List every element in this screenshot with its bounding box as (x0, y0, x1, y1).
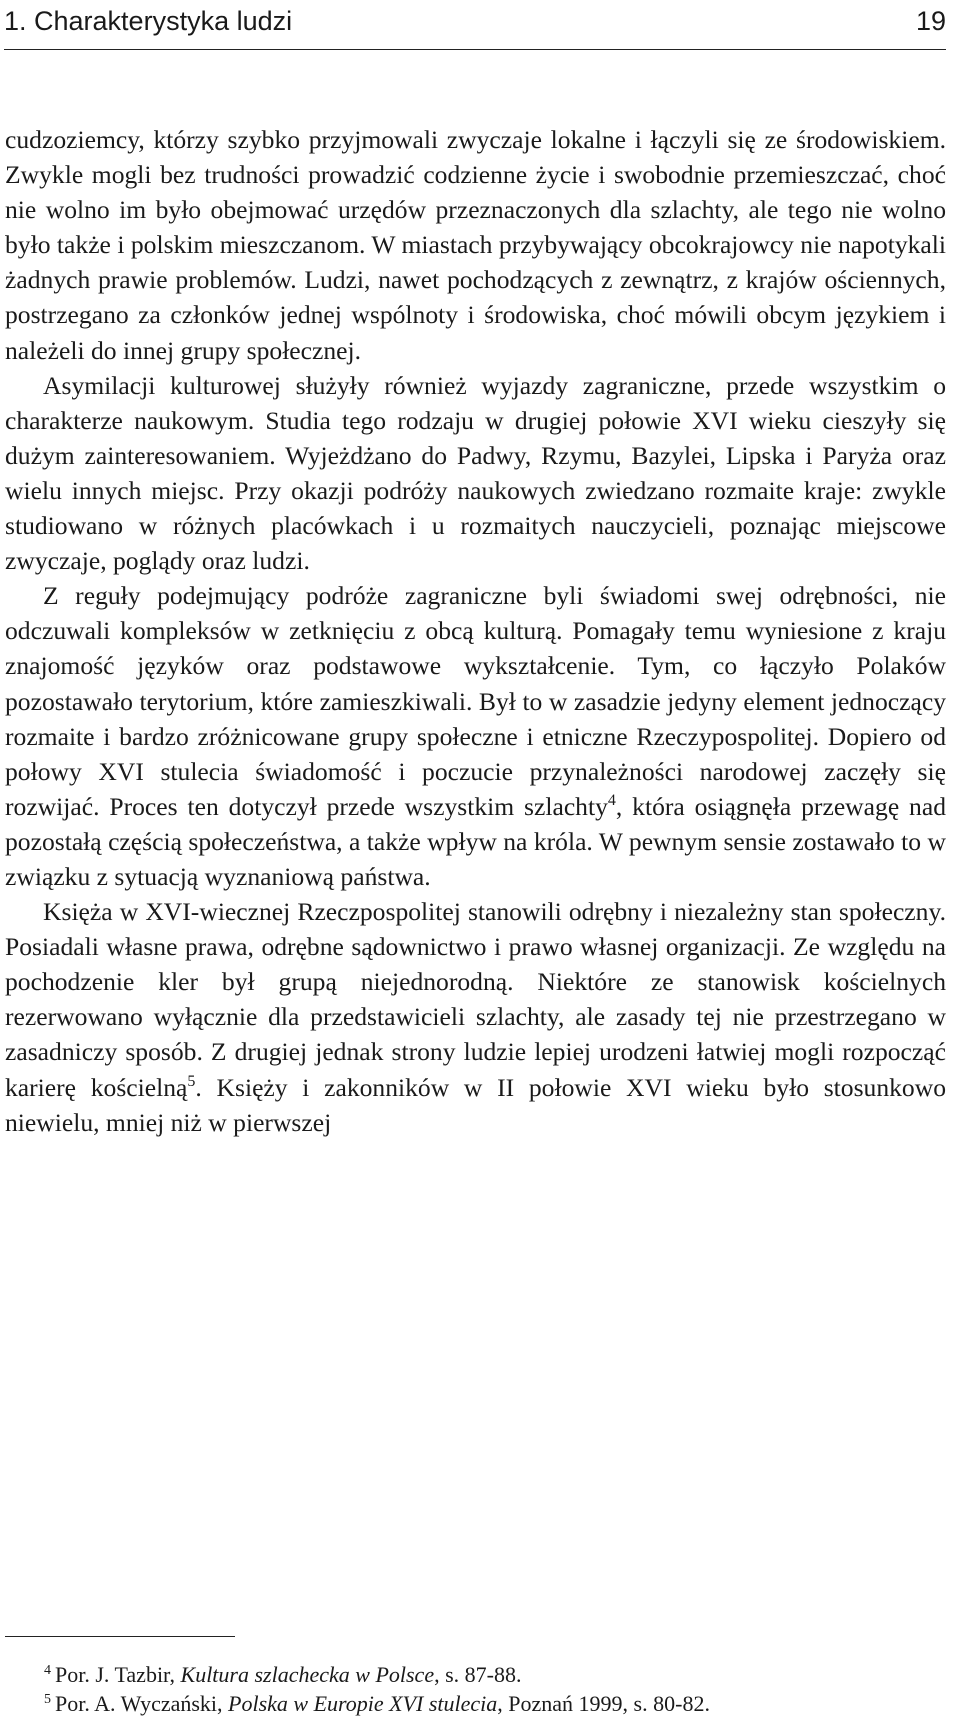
paragraph-1-text: cudzoziemcy, którzy szybko przyjmowali zwyczaje lokalne i łączyli się ze środowiskiem. Zwykle mogli bez trudności prowadzić codzienne życie i swobodnie przemieszczać, choć nie wolno im było obejmować urzędów przeznaczonych dla szlachty, ale tego nie wolno było także i polskim mieszczanom. W miastach przybywający obcokrajowcy nie napotykali żadnych prawie problemów. Ludzi, nawet pochodzących z zewnątrz, z krajów ościennych, postrzegano za członków jednej wspólnoty i środowiska, choć mówili obcym językiem i należeli do innej grupy społecznej. (5, 125, 946, 365)
footnote-work-title: Polska w Europie XVI stulecia (228, 1691, 498, 1716)
paragraph-2-text: Asymilacji kulturowej służyły również wyjazdy zagraniczne, przede wszystkim o charakterze naukowym. Studia tego rodzaju w drugiej połowie XVI wieku cieszyły się dużym zainteresowaniem. Wyjeżdżano do Padwy, Rzymu, Bazylei, Lipska i Paryża oraz wielu innych miejsc. Przy okazji podróży naukowych zwiedzano rozmaite kraje: zwykle studiowano w różnych placówkach i u rozmaitych nauczycieli, poznając miejscowe zwyczaje, poglądy oraz ludzi. (5, 370, 946, 576)
footnote-4 (5, 1660, 946, 1689)
header-rule (4, 49, 946, 50)
footnote-5 (5, 1689, 946, 1718)
footnote-text: , s. 87-88. (434, 1662, 522, 1687)
footnotes (5, 1660, 946, 1718)
paragraph-3 (5, 578, 946, 894)
footnote-number: 5 (44, 1692, 51, 1707)
paragraph-4-text-a: Księża w XVI-wiecznej Rzeczpospolitej stanowili odrębny i niezależny stan społeczny. Posiadali własne prawa, odrębne sądownictwo i prawo własnej organizacji. Ze względu na pochodzenie kler był grupą niejednorodną. Niektóre ze stanowisk kościelnych rezerwowano wyłącznie dla przedstawicieli szlachty, ale zasady tej nie przestrzegano w zasadniczy sposób. Z drugiej jednak strony ludzie lepiej urodzeni łatwiej mogli rozpocząć karierę kościelną (5, 897, 946, 1102)
footnote-text: , Poznań 1999, s. 80-82. (497, 1691, 710, 1716)
paragraph-3-text-b: , która osiągnęła przewagę nad pozostałą częścią społeczeństwa, a także wpływ na króla. W pewnym sensie zostawało to w związku z sytuacją wyznaniową państwa. (5, 791, 946, 891)
footnote-text: Por. J. Tazbir, (55, 1662, 181, 1687)
paragraph-4-text-b: . Księży i zakonników w II połowie XVI wieku było stosunkowo niewielu, mniej niż w pierwszej (5, 1072, 946, 1137)
paragraph-1 (5, 122, 946, 368)
running-head (4, 4, 946, 44)
footnote-ref-5[interactable]: 5 (187, 1072, 196, 1090)
body-text (5, 122, 946, 1140)
footnote-work-title: Kultura szlachecka w Polsce (180, 1662, 435, 1687)
paragraph-2 (5, 368, 946, 579)
chapter-title: 1. Charakterystyka ludzi (4, 6, 293, 36)
paragraph-3-text-a: Z reguły podejmujący podróże zagraniczne byli świadomi swej odrębności, nie odczuwali kompleksów w zetknięciu z obcą kulturą. Pomagały temu wyniesione z kraju znajomość języków oraz podstawowe wykształcenie. Tym, co łączyło Polaków pozostawało terytorium, które zamieszkiwali. Był to w zasadzie jedyny element jednoczący rozmaite i bardzo zróżnicowane grupy społeczne i etniczne Rzeczypospolitej. Dopiero od połowy XVI stulecia świadomość i poczucie przynależności narodowej zaczęły się rozwijać. Proces ten dotyczył przede wszystkim szlachty (5, 581, 946, 821)
footnote-text: Por. A. Wyczański, (55, 1691, 229, 1716)
footnote-ref-4[interactable]: 4 (607, 791, 616, 809)
footnote-rule (5, 1636, 235, 1637)
paragraph-4 (5, 894, 946, 1140)
footnote-number: 4 (44, 1663, 51, 1678)
page-number: 19 (915, 6, 946, 36)
